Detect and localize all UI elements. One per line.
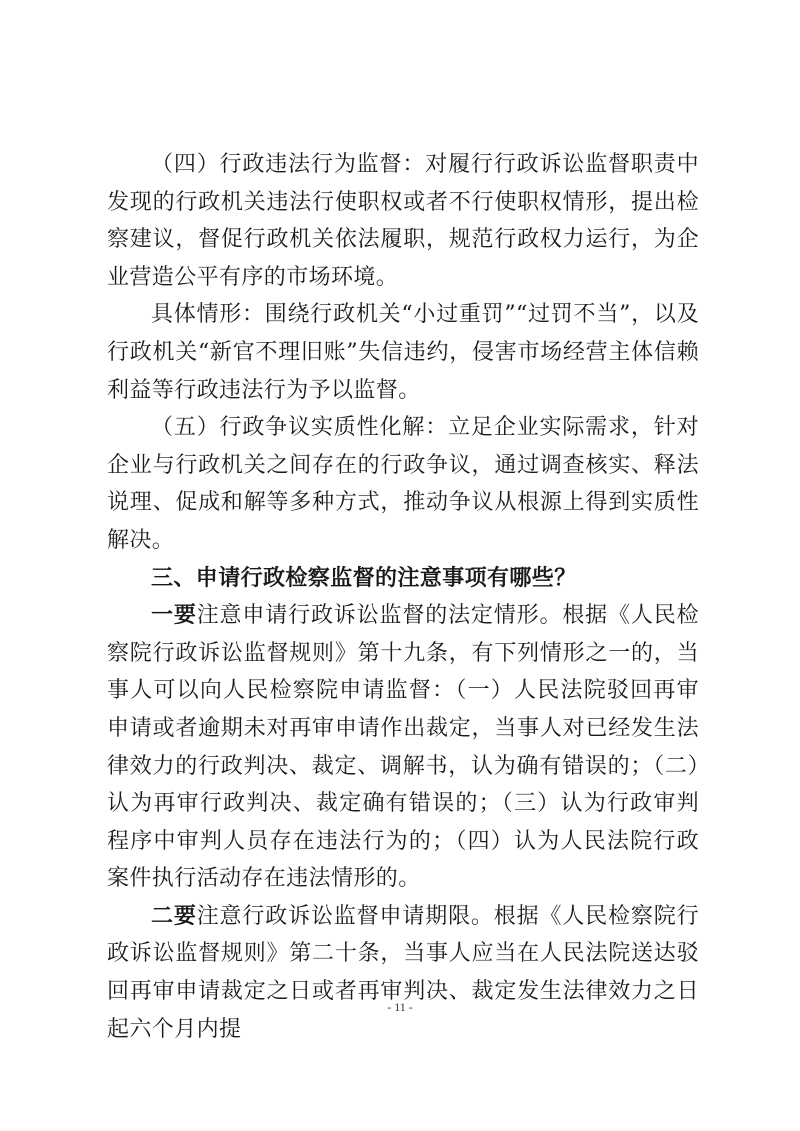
paragraph-specific-situations: 具体情形：围绕行政机关“小过重罚”“过罚不当”，以及行政机关“新官不理旧账”失信违约，侵害市场经营主体信赖利益等行政违法行为予以监督。 <box>107 302 699 403</box>
paragraph-dispute-resolution <box>107 409 699 559</box>
paragraph-text: 注意申请行政诉讼监督的法定情形。根据《人民检察院行政诉讼监督规则》第十九条，有下列情形之一的，当事人可以向人民检察院申请监督：（一）人民法院驳回再审申请或者逾期未对再审申请作出裁定，当事人对已经发生法律效力的行政判决、裁定、调解书，认为确有错误的；（二）认为再审行政判决、裁定确有错误的；（三）认为行政审判程序中审判人员存在违法行为的；（四）认为人民法院行政案件执行活动存在违法情形的。 <box>107 603 699 892</box>
paragraph-application-deadline <box>107 898 699 1048</box>
paragraph-text: ：对履行行政诉讼监督职责中发现的行政机关违法行使职权或者不行使职权情形，提出检察建议，督促行政机关依法履职，规范行政权力运行，为企业营造公平有序的市场环境。 <box>107 152 699 290</box>
paragraph-lead-bold: 一要 <box>151 603 197 629</box>
paragraph-text: ：立足企业实际需求，针对企业与行政机关之间存在的行政争议，通过调查核实、释法说理、促成和解等多种方式，推动争议从根源上得到实质性解决。 <box>107 415 699 553</box>
paragraph-lead-bold: 二要 <box>151 903 197 929</box>
document-body <box>107 146 699 1048</box>
paragraph-text: 注意行政诉讼监督申请期限。根据《人民检察院行政诉讼监督规则》第二十条，当事人应当在人民法院送达驳回再审申请裁定之日或者再审判决、裁定发生法律效力之日起六个月内提 <box>107 903 699 1042</box>
paragraph-lead: （五）行政争议实质性化解 <box>151 415 426 441</box>
section-heading: 三、申请行政检察监督的注意事项有哪些？ <box>151 565 577 591</box>
page-number: - 11 - <box>387 1000 413 1014</box>
paragraph-lead: （四）行政违法行为监督 <box>151 152 403 177</box>
paragraph-legal-situations <box>107 597 699 898</box>
paragraph-administrative-violation-supervision <box>107 146 699 296</box>
